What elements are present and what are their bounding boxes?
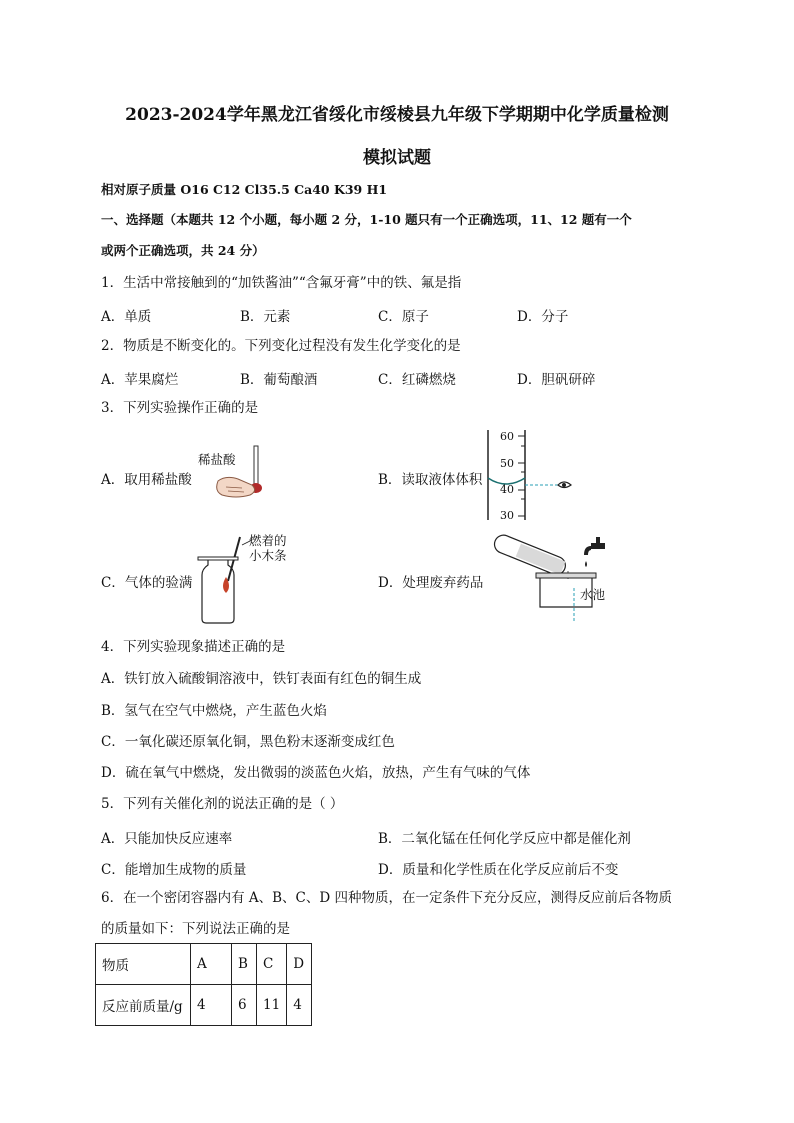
figure-d-label: 水池: [580, 587, 606, 602]
figure-b-tick-50: 50: [500, 457, 514, 470]
question-2-option-d[interactable]: D．胆矾研碎: [517, 372, 596, 388]
question-5-option-b[interactable]: B．二氧化锰在任何化学反应中都是催化剂: [378, 831, 631, 847]
table-cell: 物质: [96, 944, 191, 985]
figure-b-graduated-cylinder: [470, 428, 580, 523]
document-subtitle: 模拟试题: [363, 148, 431, 168]
table-cell: 4: [287, 985, 312, 1026]
figure-b-tick-40: 40: [500, 483, 514, 496]
question-5-stem: 5．下列有关催化剂的说法正确的是（ ）: [101, 796, 344, 812]
question-1-option-a[interactable]: A．单质: [101, 309, 152, 325]
figure-c-label-line1: 燃着的: [249, 533, 287, 548]
question-1-option-d[interactable]: D．分子: [517, 309, 569, 325]
figure-c-gas-jar: [196, 535, 266, 625]
question-2-stem: 2．物质是不断变化的。下列变化过程没有发生化学变化的是: [101, 338, 461, 354]
document-title: 2023-2024学年黑龙江省绥化市绥棱县九年级下学期期中化学质量检测: [125, 105, 669, 125]
question-4-stem: 4．下列实验现象描述正确的是: [101, 639, 286, 655]
question-3-option-b[interactable]: B．读取液体体积: [378, 472, 483, 488]
section-heading-line1: 一、选择题（本题共 12 个小题，每小题 2 分，1-10 题只有一个正确选项，11、12 题有一个: [101, 212, 632, 227]
table-cell: A: [191, 944, 232, 985]
question-2-option-a[interactable]: A．苹果腐烂: [101, 372, 179, 388]
question-4-option-d[interactable]: D．硫在氧气中燃烧，发出微弱的淡蓝色火焰，放热，产生有气味的气体: [101, 765, 531, 781]
table-cell: 6: [232, 985, 257, 1026]
mass-table: [95, 943, 312, 1026]
figure-a-dropper-hand: [212, 441, 272, 501]
question-4-option-b[interactable]: B．氢气在空气中燃烧，产生蓝色火焰: [101, 703, 327, 719]
question-3-option-c[interactable]: C．气体的验满: [101, 575, 193, 591]
question-3-option-a[interactable]: A．取用稀盐酸: [101, 472, 192, 488]
table-cell: D: [287, 944, 312, 985]
figure-c-label-line2: 小木条: [249, 548, 287, 563]
figure-a-label: 稀盐酸: [198, 452, 236, 467]
question-5-option-c[interactable]: C．能增加生成物的质量: [101, 862, 247, 878]
table-cell: 4: [191, 985, 232, 1026]
question-4-option-c[interactable]: C．一氧化碳还原氧化铜，黑色粉末逐渐变成红色: [101, 734, 395, 750]
question-6-stem-line2: 的质量如下：下列说法正确的是: [101, 921, 290, 937]
question-2-option-c[interactable]: C．红磷燃烧: [378, 372, 456, 388]
question-1-option-b[interactable]: B．元素: [240, 309, 291, 325]
question-5-option-d[interactable]: D．质量和化学性质在化学反应前后不变: [378, 862, 619, 878]
figure-b-tick-30: 30: [500, 509, 514, 522]
table-cell: 反应前质量/g: [96, 985, 191, 1026]
atomic-masses: 相对原子质量 O16 C12 Cl35.5 Ca40 K39 H1: [101, 182, 388, 197]
table-cell: 11: [257, 985, 287, 1026]
table-row: [96, 944, 312, 985]
table-cell: B: [232, 944, 257, 985]
table-row: [96, 985, 312, 1026]
figure-b-tick-60: 60: [500, 430, 514, 443]
figure-d-sink-disposal: [488, 533, 618, 623]
question-1-option-c[interactable]: C．原子: [378, 309, 429, 325]
section-heading-line2: 或两个正确选项，共 24 分）: [101, 243, 265, 258]
question-5-option-a[interactable]: A．只能加快反应速率: [101, 831, 233, 847]
question-3-stem: 3．下列实验操作正确的是: [101, 400, 259, 416]
table-cell: C: [257, 944, 287, 985]
question-2-option-b[interactable]: B．葡萄酿酒: [240, 372, 318, 388]
question-3-option-d[interactable]: D．处理废弃药品: [378, 575, 484, 591]
question-6-stem-line1: 6．在一个密闭容器内有 A、B、C、D 四种物质，在一定条件下充分反应，测得反应前后各物质: [101, 890, 672, 906]
question-1-stem: 1．生活中常接触到的“加铁酱油”“含氟牙膏”中的铁、氟是指: [101, 275, 462, 291]
question-4-option-a[interactable]: A．铁钉放入硫酸铜溶液中，铁钉表面有红色的铜生成: [101, 671, 422, 687]
